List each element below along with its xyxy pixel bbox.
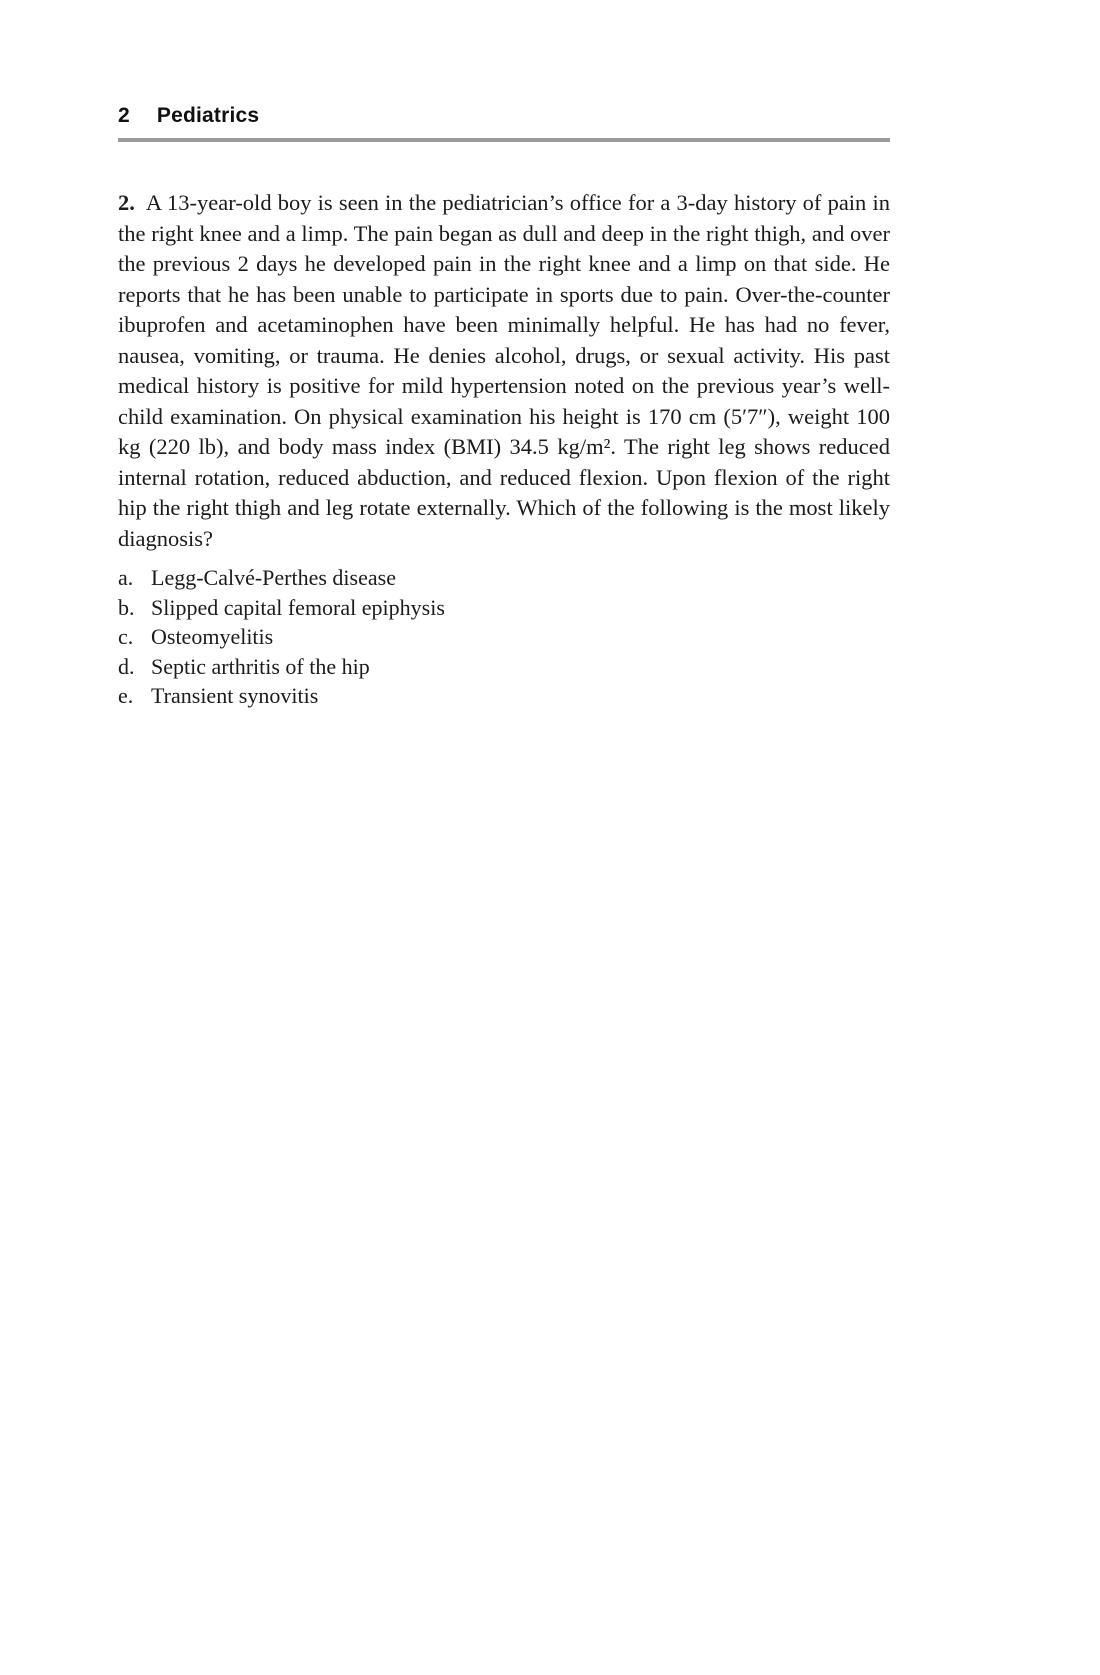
question-text: A 13-year-old boy is seen in the pediatrician’s office for a 3-day history of pain in the right knee and a limp. The pain began as dull and deep in the right thigh, and over the previous 2 days he developed pain in the right knee and a limp on that side. He reports that he has been unable to participate in sports due to pain. Over-the-counter ibuprofen and acetaminophen have been minimally helpful. He has had no fever, nausea, vomiting, or trauma. He denies alcohol, drugs, or sexual activity. His past medical history is positive for mild hypertension noted on the previous year’s well-child examination. On physical examination his height is 170 cm (5′7″), weight 100 kg (220 lb), and body mass index (BMI) 34.5 kg/m². The right leg shows reduced internal rotation, reduced abduction, and reduced flexion. Upon flexion of the right hip the right thigh and leg rotate externally. Which of the following is the most likely diagnosis?: [118, 190, 890, 551]
book-page: [118, 104, 890, 711]
option-letter: d.: [118, 653, 135, 679]
option-text: Transient synovitis: [151, 683, 319, 708]
option-letter: a.: [118, 565, 134, 590]
option-b: [118, 593, 890, 623]
option-letter: b.: [118, 594, 135, 620]
option-letter: e.: [118, 683, 134, 708]
option-text: Septic arthritis of the hip: [151, 653, 370, 679]
option-c: [118, 622, 890, 652]
page-number: 2: [118, 104, 130, 127]
question-paragraph: [118, 188, 890, 554]
header-rule: [118, 138, 890, 142]
question-number: 2.: [118, 190, 135, 215]
option-text: Slipped capital femoral epiphysis: [151, 594, 445, 620]
option-d: [118, 652, 890, 682]
option-text: Osteomyelitis: [151, 624, 274, 649]
options-list: [118, 563, 890, 711]
option-letter: c.: [118, 624, 134, 649]
option-text: Legg-Calvé-Perthes disease: [151, 565, 396, 590]
option-a: [118, 563, 890, 593]
page-header: [118, 104, 890, 128]
chapter-title: Pediatrics: [156, 104, 260, 127]
option-e: [118, 681, 890, 711]
